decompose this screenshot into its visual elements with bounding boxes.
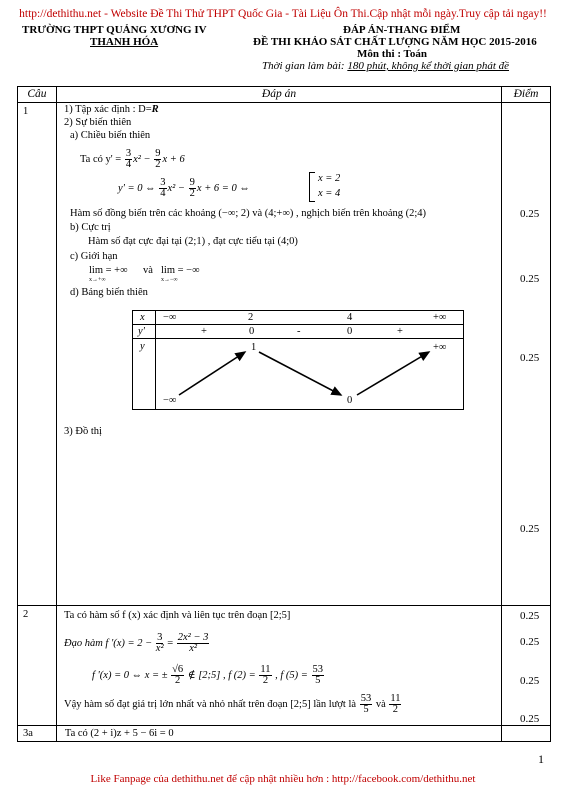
q2-score-4: 0.25 <box>520 713 540 725</box>
q1-derivative-zero <box>118 178 250 199</box>
arrow-increase-2 <box>357 352 429 395</box>
q3a-answer-cell <box>56 726 501 742</box>
q1-limit-and: và <box>143 265 153 276</box>
q1-limit-a: lim = +∞ <box>89 265 128 276</box>
q2-conclusion-and: và <box>375 698 386 710</box>
footer-link[interactable]: Like Fanpage của dethithu.net để cập nhật nhiều hơn : http://facebook.com/dethithu.net <box>90 773 476 785</box>
vt-x-2: 4 <box>347 312 353 323</box>
q1-monotonic-heading: a) Chiều biến thiên <box>70 130 151 141</box>
q2-line-1: Ta có hàm số f (x) xác định và liên tục trên đoạn [2;5] <box>64 610 291 621</box>
fraction-3-4: $\frac{3}{4}$ <box>125 148 132 170</box>
q1-derivative-tail: x + 6 <box>162 153 185 165</box>
arrow-increase-1 <box>179 352 245 395</box>
fraction-3-4-b: $\frac{3}{4}$ <box>160 177 166 199</box>
time-prefix: Thời gian làm bài: <box>262 60 348 72</box>
q1-bracket <box>309 172 315 202</box>
fraction-53-5-b: $\frac{53}{5}$ <box>360 693 372 715</box>
q2-conclusion-text: Vậy hàm số đạt giá trị lớn nhất và nhỏ nhất trên đoạn [2;5] lần lượt là <box>64 698 357 710</box>
vt-x-3: +∞ <box>433 312 447 323</box>
q2-critical-prefix: f '(x) = 0 ⇔ x = ± <box>92 669 168 681</box>
q1-number-cell <box>18 103 57 606</box>
q1-limit-a-sub: x→+∞ <box>89 277 106 283</box>
time-note <box>262 60 509 72</box>
page-number: 1 <box>538 752 544 766</box>
fraction-2x2-3: $\frac{\text{2x² − 3}}{\text{x²}}$ <box>177 632 209 654</box>
vt-arrows <box>133 311 463 409</box>
vt-yp-3: 0 <box>347 326 353 337</box>
exam-title: ĐỀ THI KHẢO SÁT CHẤT LƯỢNG NĂM HỌC 2015-2016 <box>253 36 537 48</box>
vt-yp-1: 0 <box>249 326 255 337</box>
q1-root-1: x = 2 <box>318 173 341 184</box>
fraction-9-2-b: $\frac{9}{2}$ <box>189 177 195 199</box>
q3a-line1: Ta có (2 + i)z + 5 − 6i = 0 <box>64 728 174 739</box>
q2-score-2: 0.25 <box>520 636 540 648</box>
q3a-score-cell <box>502 726 551 742</box>
q2-conclusion <box>64 694 402 715</box>
q1-derivative-term: x² − <box>133 153 151 165</box>
q1-score-1: 0.25 <box>520 208 540 220</box>
q2-critical-points <box>92 665 325 686</box>
fraction-3-x2: $\frac{3}{\text{x²}}$ <box>155 632 164 654</box>
q1-extrema-heading: b) Cực trị <box>70 222 111 233</box>
q2-derivative <box>64 633 210 654</box>
q2-number: 2 <box>23 609 29 620</box>
vt-x-0: −∞ <box>163 312 177 323</box>
q1-score-3: 0.25 <box>520 352 540 364</box>
q1-derivative-prefix: Ta có y' = <box>80 153 122 165</box>
time-value: 180 phút, không kể thời gian phát đề <box>347 60 510 72</box>
col-header-cau: Câu <box>18 87 57 103</box>
q1-limit-b: lim = −∞ <box>161 265 200 276</box>
vt-x-label: x <box>140 312 145 323</box>
q2-score-1: 0.25 <box>520 610 540 622</box>
vt-y-max: 1 <box>251 342 257 353</box>
q1-variation-heading: 2) Sự biến thiên <box>64 117 132 128</box>
answer-title: ĐÁP ÁN-THANG ĐIỂM <box>343 24 461 36</box>
vt-yp-4: + <box>397 326 403 337</box>
q2-number-cell <box>18 606 57 726</box>
q2-derivative-prefix: Đạo hàm f '(x) = 2 − <box>64 637 153 649</box>
fraction-sqrt6-2: $\frac{√6}{2}$ <box>172 664 184 686</box>
q1-derivative <box>80 149 185 170</box>
q1-graph-heading: 3) Đồ thị <box>64 426 102 437</box>
q1-domain <box>64 104 159 115</box>
q1-number: 1 <box>23 106 29 117</box>
vt-yp-0: + <box>201 326 207 337</box>
vt-yp-2: - <box>297 326 301 337</box>
school-name: TRƯỜNG THPT QUẢNG XƯƠNG IV <box>22 24 207 36</box>
province-name: THANH HÓA <box>90 36 159 48</box>
col-header-diem: Điểm <box>502 87 551 103</box>
fraction-9-2: $\frac{9}{2}$ <box>155 148 161 170</box>
subject-label: Môn thi : Toán <box>357 48 427 60</box>
q1-score-4: 0.25 <box>520 523 540 535</box>
vt-y-minus-inf: −∞ <box>163 395 177 406</box>
q1-monotonic-conclusion: Hàm số đồng biến trên các khoảng (−∞; 2) và (4;+∞) , nghịch biến trên khoảng (2;4) <box>70 208 427 219</box>
top-banner[interactable]: http://dethithu.net - Website Đề Thi Thử THPT Quốc Gia - Tài Liệu Ôn Thi.Cập nhật mỗi ngày.Truy cập tải ngay!! <box>19 8 547 20</box>
vt-x-1: 2 <box>248 312 254 323</box>
q1-limit-heading: c) Giới hạn <box>70 251 118 262</box>
vt-y-label: y <box>140 341 145 352</box>
q1-zero-mid: x² − <box>167 182 186 194</box>
q3a-number-cell <box>18 726 57 742</box>
q3a-number: 3a <box>23 728 33 739</box>
fraction-11-2: $\frac{11}{2}$ <box>260 664 271 686</box>
q2-score-cell <box>502 606 551 726</box>
variation-table <box>132 310 464 410</box>
vt-yp-label: y' <box>138 326 145 337</box>
q1-domain-text: 1) Tập xác định : D= <box>64 104 152 115</box>
q1-root-2: x = 4 <box>318 188 341 199</box>
fraction-11-2-b: $\frac{11}{2}$ <box>390 693 401 715</box>
col-header-dapan: Đáp án <box>56 87 501 103</box>
q2-score-3: 0.25 <box>520 675 540 687</box>
q1-score-2: 0.25 <box>520 273 540 285</box>
q1-table-heading: d) Bảng biến thiên <box>70 287 148 298</box>
vt-y-plus-inf: +∞ <box>433 342 447 353</box>
fraction-53-5: $\frac{53}{5}$ <box>312 664 323 686</box>
q1-extrema-text: Hàm số đạt cực đại tại (2;1) , đạt cực tiểu tại (4;0) <box>88 236 298 247</box>
q1-domain-set: R <box>151 104 159 115</box>
q1-zero-prefix: y' = 0 ⇔ <box>118 182 156 194</box>
vt-y-min: 0 <box>347 395 353 406</box>
q1-zero-tail: x + 6 = 0 ⇔ <box>196 182 250 194</box>
q2-critical-mid: ∉ [2;5] , f (2) = <box>187 669 256 681</box>
arrow-decrease <box>259 352 341 395</box>
q2-critical-mid2: , f (5) = <box>275 669 308 681</box>
q2-derivative-eq: = <box>167 637 174 649</box>
q1-limit-b-sub: x→−∞ <box>161 277 178 283</box>
